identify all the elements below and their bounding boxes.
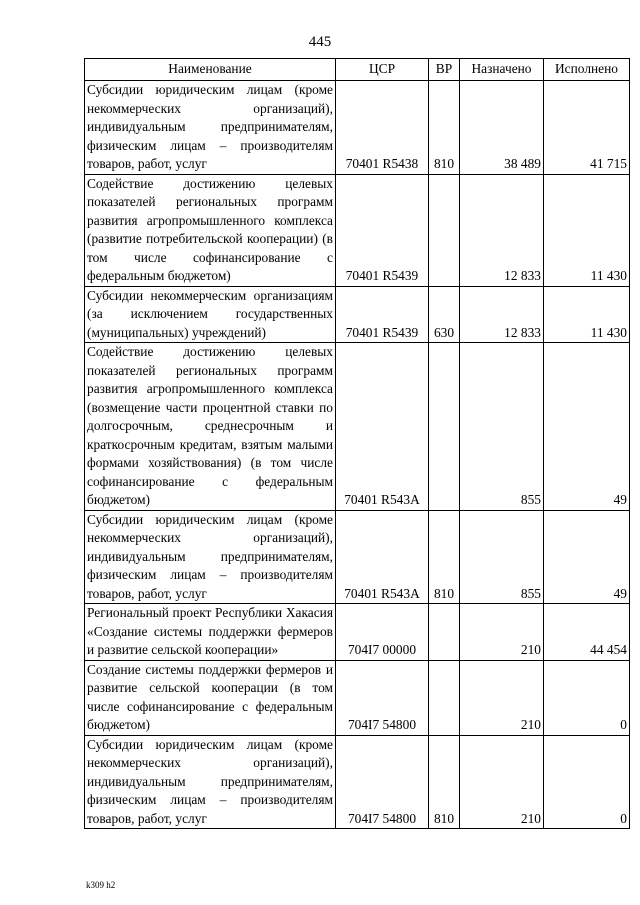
row-vr: 630 xyxy=(429,286,460,343)
row-vr xyxy=(429,660,460,735)
row-executed: 44 454 xyxy=(544,604,630,661)
row-executed: 49 xyxy=(544,510,630,604)
row-csr: 704I7 00000 xyxy=(336,604,429,661)
row-vr xyxy=(429,174,460,286)
row-assigned: 210 xyxy=(460,660,544,735)
row-executed: 0 xyxy=(544,660,630,735)
row-csr: 704I7 54800 xyxy=(336,735,429,829)
row-vr: 810 xyxy=(429,510,460,604)
header-assigned: Назначено xyxy=(460,59,544,81)
table-row xyxy=(85,174,630,286)
table-row xyxy=(85,604,630,661)
header-csr: ЦСР xyxy=(336,59,429,81)
row-assigned: 12 833 xyxy=(460,286,544,343)
table-row xyxy=(85,286,630,343)
row-name: Субсидии некоммерческим организациям (за исключением государственных (муниципальных) учреждений) xyxy=(85,286,336,343)
row-executed: 49 xyxy=(544,343,630,511)
row-csr: 70401 R5439 xyxy=(336,286,429,343)
header-vr: ВР xyxy=(429,59,460,81)
row-executed: 0 xyxy=(544,735,630,829)
header-name: Наименование xyxy=(85,59,336,81)
table-row xyxy=(85,81,630,175)
row-vr: 810 xyxy=(429,735,460,829)
row-csr: 704I7 54800 xyxy=(336,660,429,735)
row-csr: 70401 R543A xyxy=(336,343,429,511)
page-number: 445 xyxy=(308,34,332,50)
row-name: Субсидии юридическим лицам (кроме некоммерческих организаций), индивидуальным предпринимателям, физическим лицам – производителям товаров, работ, услуг xyxy=(85,510,336,604)
row-csr: 70401 R543A xyxy=(336,510,429,604)
row-assigned: 38 489 xyxy=(460,81,544,175)
row-name: Содействие достижению целевых показателей региональных программ развития агропромышленного комплекса (развитие потребительской кооперации) (в том числе софинансирование с федеральным бюджетом) xyxy=(85,174,336,286)
row-vr xyxy=(429,604,460,661)
table-row xyxy=(85,660,630,735)
budget-table xyxy=(84,58,630,829)
row-vr xyxy=(429,343,460,511)
row-assigned: 210 xyxy=(460,604,544,661)
row-name: Содействие достижению целевых показателей региональных программ развития агропромышленного комплекса (возмещение части процентной ставки по долгосрочным, среднесрочным и краткосрочным кредитам, взятым малыми формами хозяйствования) (в том числе софинансирование с федеральным бюджетом) xyxy=(85,343,336,511)
row-assigned: 855 xyxy=(460,343,544,511)
footer-code: k309 h2 xyxy=(86,880,116,890)
row-name: Субсидии юридическим лицам (кроме некоммерческих организаций), индивидуальным предпринимателям, физическим лицам – производителям товаров, работ, услуг xyxy=(85,735,336,829)
table-row xyxy=(85,510,630,604)
table-header-row xyxy=(85,59,630,81)
row-csr: 70401 R5439 xyxy=(336,174,429,286)
row-name: Субсидии юридическим лицам (кроме некоммерческих организаций), индивидуальным предпринимателям, физическим лицам – производителям товаров, работ, услуг xyxy=(85,81,336,175)
table-row xyxy=(85,735,630,829)
row-csr: 70401 R5438 xyxy=(336,81,429,175)
header-executed: Исполнено xyxy=(544,59,630,81)
row-executed: 41 715 xyxy=(544,81,630,175)
row-assigned: 210 xyxy=(460,735,544,829)
row-executed: 11 430 xyxy=(544,286,630,343)
table-row xyxy=(85,343,630,511)
row-executed: 11 430 xyxy=(544,174,630,286)
row-name: Региональный проект Республики Хакасия «Создание системы поддержки фермеров и развитие сельской кооперации» xyxy=(85,604,336,661)
row-vr: 810 xyxy=(429,81,460,175)
row-assigned: 855 xyxy=(460,510,544,604)
row-assigned: 12 833 xyxy=(460,174,544,286)
row-name: Создание системы поддержки фермеров и развитие сельской кооперации (в том числе софинансирование с федеральным бюджетом) xyxy=(85,660,336,735)
